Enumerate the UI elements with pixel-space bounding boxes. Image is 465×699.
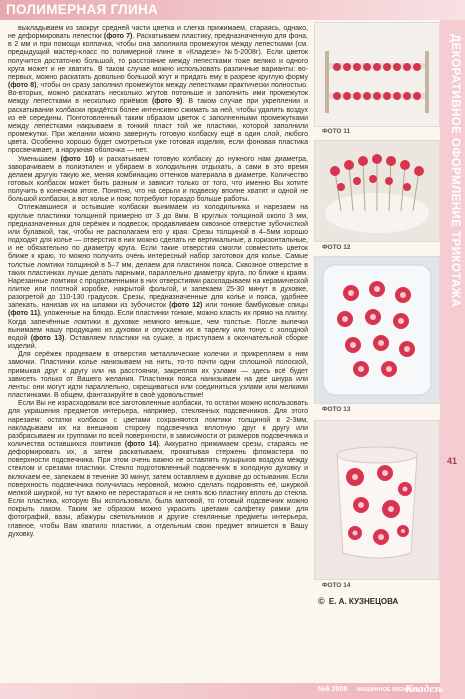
photo-11-image	[315, 23, 439, 126]
photo-12-image	[315, 141, 439, 241]
photo-14-label: ФОТО 14	[322, 582, 351, 589]
photo-reference: (фото 8)	[8, 82, 37, 90]
photo-14-image	[315, 421, 439, 579]
photo-11	[314, 22, 440, 127]
article-paragraph	[8, 351, 308, 400]
photo-13-label: ФОТО 13	[322, 406, 351, 413]
article-paragraph	[8, 204, 308, 351]
paragraph-text: . Оставляем пластики на сушке, а приступаем к окончательной сборке изделий.	[8, 334, 309, 351]
paragraph-text: , чтобы он сразу заполнил промежуток между лепестками практически полностью. Во-вторых, можно раскатать несколько жгутов потоньше и заполнить ими промежуток между лепестками в несколько приёмов	[8, 82, 308, 106]
photo-14	[314, 420, 440, 580]
photo-reference: (фото 11)	[8, 310, 40, 318]
paragraph-text: и раскатываем готовую колбаску до нужного нам диаметра, заворачиваем в полиэтилен и убираем в холодильник отдыхать, а сами в это время делаем другую такую же, меняя комбинацию оттенков материала в диаметре. Количество готовых колбасок может быть разным и зависит только от того, что именно Вы хотите получить в конечном итоге. Понятно, что на серьги и подвеску вполне хватит и одной не большой колбаски, а вот колье и пояс потребуют гораздо больше работы.	[8, 155, 308, 204]
footer-magazine: МАШИННОЕ ВЯЗАНИЕ	[357, 687, 419, 693]
paragraph-text: Уменьшаем	[18, 155, 61, 163]
photo-reference: (фото 13)	[30, 334, 65, 342]
photo-12	[314, 140, 440, 242]
paragraph-text: или тонкие бамбуковые спицы	[202, 302, 308, 310]
photo-reference: (фото 10)	[60, 155, 95, 163]
photo-reference: (фото 9)	[151, 98, 183, 106]
section-title-vertical: ДЕКОРАТИВНОЕ ОФОРМЛЕНИЕ ТРИКОТАЖА	[449, 34, 462, 308]
photo-reference: (фото 12)	[169, 302, 203, 310]
photo-13	[314, 256, 440, 404]
page-title: ПОЛИМЕРНАЯ ГЛИНА	[6, 2, 159, 17]
page-number: 41	[446, 456, 457, 466]
paragraph-text: Если Вы не израсходовали все заготовленные колбаски, то остатки можно использовать для украшения предметов интерьера, например, стеклянных подсвечников. Для этого нарезаем: остатки колбасок с цветами сохраняются ломтики толщиной в 2-3мм, накладываем их на внешнюю сторону подсвечника вплотную друг к другу или разбрасываем их группами по всей поверхности, в зависимости от размеров подсвечника и количества оставшихся ломтиков	[8, 400, 308, 448]
copyright-symbol: ©	[318, 596, 325, 606]
photo-reference: (фото 14)	[124, 440, 159, 448]
paragraph-text: . Аккуратно прижимаем срезы, стараясь не деформировать их, а затем раскатываем, прокатывая стержень фломастера по поверхности подсвечника. При этом очень важно не оставлять пузырьков воздуха между стеклом и срезами пластики. Стекло подготовленный подсвечник в холодную духовку и включаем ее, запекаем в течение 30 минут, затем оставляем в духовке до остывания. Если поверхность подсвечника получилась неровной, можно сделать подровнять её, шкуркой мелкой шкуркой, но тут важно не перестараться и не снять всю пластику вплоть до стекла. Если пластика, которую Вы использовали, была матовой, то готовый подсвечник можно покрыть лаком. Таким же образом можно украсить цветами салфетку рамки для фотографий, вазы, абажуры светильников и другие стеклянные предметы интерьера, главное, чтобы Вам хватило пластики, а отдельным свою предмет впишется в Вашу духовку.	[8, 440, 309, 538]
paragraph-text: . В таком случае при укреплении и раскатывании колбаски придётся более интенсивно сжимать за ней, чтобы удалить воздух из её середины. Понготовленный таким образом цветок с заполненными промежутками между лепестками накрываем в тонкий пласт той же пластики, которой заполнили промежутки. При желании можно завернуть готовую колбаску ещё в один слой, любого цвета. Особенно хорошо будет смотреться уже готовая изделия, если фоновая пластика просвечивает, а наружная оболочка — нет.	[8, 98, 309, 155]
paragraph-text: Отлежавшиеся и остывшие колбаски вынимаем из холодильника и нарезаем на круглые пластинки толщиной примерно от 3 до 8мм. В круглых толщиной около 3 мм, предназначенных для серёжек и подвесок, продавливаем сквозное отверстие зубочисткой или булавкой, так, чтобы не располагаем его у края. Срезы толщиной в 4–5мм хорошо подходят для колье — отверстия в них можно сделать не вертикальные, а горизонтальные, и не обязательно по диаметру круга. Если такие отверстия смогли совместить цветок ближе к краю, то можно получить очень интересный набор заготовок для колье. Самые толстые ломтики толщиной в 5–7 мм, делаем для пластинок пояса. Сквозное отверстие в таких пластинках лучше делать парными, параллельно диаметру круга, по ближе к краям. Нарезанные ломтики с продолженными в них отверстиями раскладываем на керамической плитке или плотной коробке, накрытой фольгой, и запекаем 25-30 минут в духовке, разогретой до 110-130 градусов. Срезы, предназначенные для колье и пояса, удобнее запекать, нанизав их на шпажки из зубочисток	[8, 204, 308, 310]
author-signature	[318, 596, 398, 606]
photo-13-image	[315, 257, 439, 403]
author-name: Е. А. КУЗНЕЦОВА	[328, 597, 399, 606]
article-paragraph	[8, 156, 308, 205]
paragraph-text: выкладываем из заокруг средней части цветка и слегка прижимаем, стараясь, однако, не деформировать лепестки	[8, 25, 308, 41]
paragraph-text: . Раскатываем пластику, предназначенную для фона, в 2 мм и при помощи колпачка, чтобы она заполнила промежуток между лепестками (см. предыдущий мастер-класс по полимерной глине в «Кладезе» №5-2008г). Если цветок получится достаточно большой, то расстояние между лепестками тоже велико и одного круга может и не хватить. В таком случае можно использовать различные варианты: во-первых, можно раскатать довольно большой жгут и придать ему в разрезе круглую форму	[8, 33, 308, 81]
article-paragraph	[8, 400, 308, 539]
footer-brand-logo: Кладезь	[405, 683, 444, 695]
paragraph-text: Для серёжек продеваем в отверстия металлические колечки и прикрепляем к ним замочки. Пластинки колье нанизываем на нить, то-то почти одни сплошной полоской, примыкая друг к другу или на расстоянии, закрепляя их узлами — здесь всё будет зависеть только от Вашего желания. Пластинки пояса нанизываем на две шнура или ленты: они могут идти параллельно, скрещиваться или соединиться узлами или мелкими пластинками. В общем, фантазируйте в своё удовольствие!	[8, 351, 308, 400]
paragraph-text: , уложенные на блюдо. Если пластинки тонкие, можно класть их прямо на плитку. Когда запечённые ломтики в духовке немного меньше, чем толстые. После выпечки вынимаем нашу продукцию из духовки и опускаем их в тарелку или тонус с холодной водой	[8, 310, 308, 342]
article-paragraph	[8, 25, 308, 156]
photo-11-label: ФОТО 11	[322, 128, 351, 135]
photo-reference: (фото 7)	[103, 33, 133, 41]
article-body	[8, 25, 308, 539]
photo-12-label: ФОТО 12	[322, 244, 351, 251]
footer-issue: №6 2008	[318, 686, 348, 693]
